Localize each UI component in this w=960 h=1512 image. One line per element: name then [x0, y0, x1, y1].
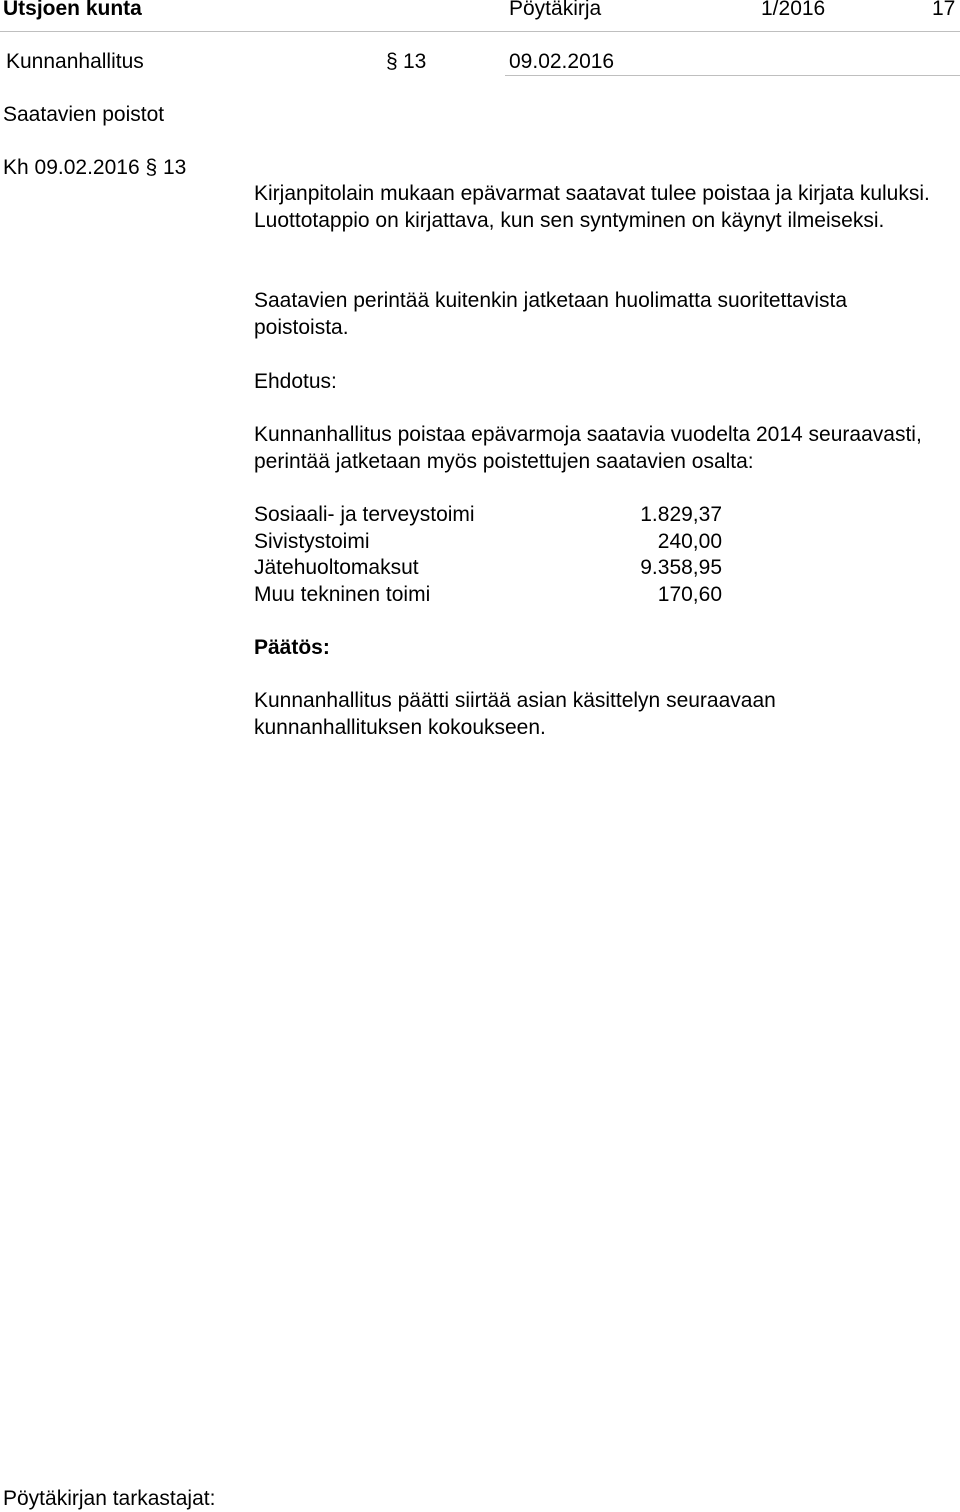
item-label-2: Sivistystoimi [254, 530, 370, 553]
reference-section-number: 13 [163, 156, 187, 179]
item-amount-2: 240,00 [657, 530, 722, 553]
decision-text: Kunnanhallitus päätti siirtää asian käsittelyn seuraavaan kunnanhallituksen kokoukseen. [254, 689, 776, 739]
item-label-1: Sosiaali- ja terveystoimi [254, 503, 475, 526]
reference-prefix: Kh 09.02.2016 [3, 156, 140, 179]
document-number: 1/2016 [761, 0, 826, 20]
proposal-text: Kunnanhallitus poistaa epävarmoja saatavia vuodelta 2014 seuraavasti, perintää jatketaan myös poistettujen saatavien osalta: [254, 423, 922, 473]
committee-name: Kunnanhallitus [6, 50, 144, 73]
page-number: 17 [932, 0, 956, 20]
item-amount-4: 170,60 [657, 583, 722, 606]
meeting-date: 09.02.2016 [509, 50, 615, 73]
item-label-4: Muu tekninen toimi [254, 583, 431, 606]
header-divider-2 [505, 75, 960, 76]
proposal-heading: Ehdotus: [254, 370, 337, 393]
municipality-name: Utsjoen kunta [3, 0, 142, 20]
topic-title: Saatavien poistot [3, 103, 165, 126]
reviewers-label: Pöytäkirjan tarkastajat: [3, 1487, 216, 1510]
reference [3, 155, 186, 181]
document-type: Pöytäkirja [509, 0, 602, 20]
decision-heading: Päätös: [254, 636, 330, 659]
paragraph-1: Kirjanpitolain mukaan epävarmat saatavat tulee poistaa ja kirjata kuluksi. Luottotappio on kirjattava, kun sen syntyminen on käynyt ilmeiseksi. [254, 182, 930, 232]
section-number: 13 [403, 50, 427, 73]
section-symbol: § [386, 50, 398, 73]
header-divider [0, 31, 960, 32]
item-amount-1: 1.829,37 [640, 503, 722, 526]
reference-section-symbol: § [145, 156, 158, 179]
item-label-3: Jätehuoltomaksut [254, 556, 419, 579]
item-amount-3: 9.358,95 [640, 556, 722, 579]
paragraph-2: Saatavien perintää kuitenkin jatketaan huolimatta suoritettavista poistoista. [254, 289, 848, 339]
